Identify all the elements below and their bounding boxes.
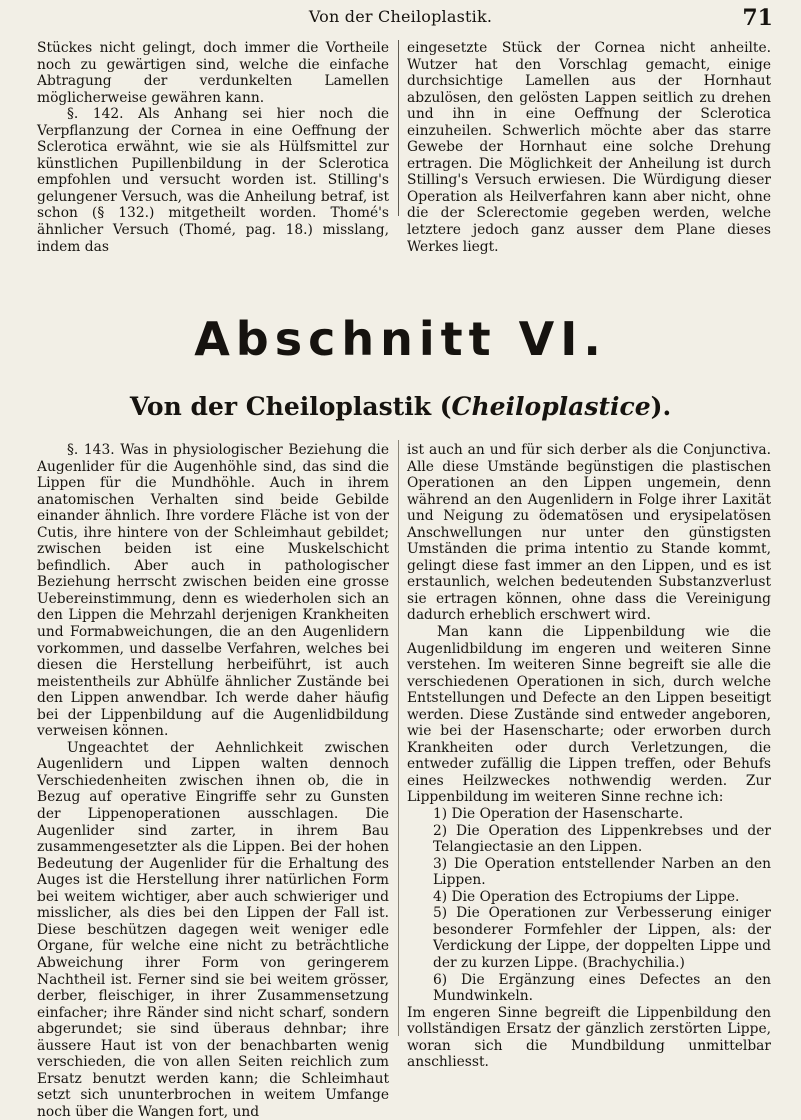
paragraph: §. 142. Als Anhang sei hier noch die Verpflanzung der Cornea in eine Oeffnung der Sclerotica erwähnt, wie sie als Hülfsmittel zur künstlichen Pupillenbildung in der Sclerotica empfohlen und versucht worden ist. Stilling's gelungener Versuch, was die Anheilung betraf, ist schon (§ 132.) mitgetheilt worden. Thomé's ähnlicher Versuch (Thomé, pag. 18.) misslang, indem das [37,106,389,255]
paragraph: Stückes nicht gelingt, doch immer die Vortheile noch zu gewärtigen sind, welche die einfache Abtragung der verdunkelten Lamellen möglicherweise gewähren kann. [37,40,389,106]
list-item: 6) Die Ergänzung eines Defectes an den Mundwinkeln. [433,971,771,1005]
chapter-title [0,392,801,421]
paragraph: Im engeren Sinne begreift die Lippenbildung den vollständigen Ersatz der gänzlich zerstörten Lippe, woran sich die Mundbildung unmittelbar anschliesst. [407,1004,771,1071]
section-heading: Abschnitt VI. [194,312,607,366]
paragraph: Ungeachtet der Aehnlichkeit zwischen Augenlidern und Lippen walten dennoch Verschiedenheiten zwischen ihnen ob, die in Bezug auf operative Eingriffe sehr zu Gunsten der Lippenoperationen ausschlagen. Die Augenlider sind zarter, in ihrem Bau zusammengesetzter als die Lippen. Bei der hohen Bedeutung der Augenlider für die Erhaltung des Auges ist die Herstellung ihrer natürlichen Form bei weitem wichtiger, aber auch schwieriger und misslicher, als dies bei den Lippen der Fall ist. Diese beschützen dagegen weit weniger edle Organe, für welche eine nicht zu beträchtliche Abweichung ihrer Form von geringerem Nachtheil ist. Ferner sind sie bei weitem grösser, derber, fleischiger, in ihrer Zusammensetzung einfacher; ihre Ränder sind nicht scharf, sondern abgerundet; sie sind überaus dehnbar; ihre äussere Haut ist von der benachbarten wenig verschieden, die von allen Seiten reichlich zum Ersatz benutzt werden kann; die Schleimhaut setzt sich ununterbrochen in weitem Umfange noch über die Wangen fort, und [37,739,389,1120]
list-item: 2) Die Operation des Lippenkrebses und der Telangiectasie an den Lippen. [433,822,771,856]
top-left-column [37,40,389,255]
paragraph: Man kann die Lippenbildung wie die Augenlidbildung im engeren und weiteren Sinne verstehen. Im weiteren Sinne begreift sie alle die verschiedenen Operationen in sich, durch welche Entstellungen und Defecte an den Lippen beseitigt werden. Diese Zustände sind entweder angeboren, wie bei der Hasenscharte; oder erworben durch Krankheiten oder durch Verletzungen, die entweder zufällig die Lippen treffen, oder Behufs eines Heilzweckes nothwendig werden. Zur Lippenbildung im weiteren Sinne rechne ich: [407,624,771,806]
list-item: 1) Die Operation der Hasenscharte. [433,806,684,823]
list-item: 5) Die Operationen zur Verbesserung einiger besonderer Formfehler der Lippen, als: der Verdickung der Lippe, der doppelten Lippe und der zu kurzen Lippe. (Brachychilia.) [433,905,771,971]
paragraph: ist auch an und für sich derber als die Conjunctiva. Alle diese Umstände begünstigen die plastischen Operationen an den Lippen ungemein, denn während an den Augenlidern in Folge ihrer Laxität und Neigung zu ödematösen und erysipelatösen Anschwellungen nur unter den günstigsten Umständen die prima intentio zu Stande kommt, gelingt diese fast immer an den Lippen, und es ist erstaunlich, welchen bedeutenden Substanzverlust sie ertragen können, ohne dass die Vereinigung dadurch erheblich erschwert wird. [407,442,771,624]
running-title: Von der Cheiloplastik. [308,7,493,26]
top-right-column [407,40,771,255]
bottom-left-column [37,442,389,1120]
list-item: 4) Die Operation des Ectropiums der Lippe. [433,888,740,905]
column-divider [398,440,399,1036]
page-number: 71 [742,5,773,31]
chapter-title-prefix: Von der Cheiloplastik ( [129,392,452,421]
paragraph: eingesetzte Stück der Cornea nicht anheilte. Wutzer hat den Vorschlag gemacht, einige durchsichtige Lamellen aus der Hornhaut abzulösen, den gelösten Lappen seitlich zu drehen und ihn in eine Oeffnung der Sclerotica einzuheilen. Schwerlich möchte aber das starre Gewebe der Hornhaut eine solche Drehung ertragen. Die Möglichkeit der Anheilung ist durch Stilling's Versuch erwiesen. Die Würdigung dieser Operation als Heilverfahren kann aber nicht, ohne die der Sclerectomie gegeben werden, welche letztere jedoch ganz ausser dem Plane dieses Werkes liegt. [407,40,771,255]
paragraph: §. 143. Was in physiologischer Beziehung die Augenlider für die Augenhöhle sind, das sind die Lippen für die Mundhöhle. Auch in ihrem anatomischen Verhalten sind beide Gebilde einander ähnlich. Ihre vordere Fläche ist von der Cutis, ihre hintere von der Schleimhaut gebildet; zwischen beiden ist eine Muskelschicht befindlich. Aber auch in pathologischer Beziehung herrscht zwischen beiden eine grosse Uebereinstimmung, denn es wiederholen sich an den Lippen die Mehrzahl derjenigen Krankheiten und Formabweichungen, die an den Augenlidern vorkommen, und dasselbe Verfahren, welches bei diesen die Herstellung herbeiführt, ist auch meistentheils zur Abhülfe ähnlicher Zustände bei den Lippen anwendbar. Ich werde daher häufig bei der Lippenbildung auf die Augenlidbildung verweisen können. [37,442,389,740]
chapter-title-latin: Cheiloplastice [451,392,651,421]
list-item: 3) Die Operation entstellender Narben an den Lippen. [433,855,771,889]
column-divider [398,40,399,216]
chapter-title-suffix: ). [650,392,672,421]
running-head [0,7,801,33]
bottom-right-column [407,442,771,1071]
